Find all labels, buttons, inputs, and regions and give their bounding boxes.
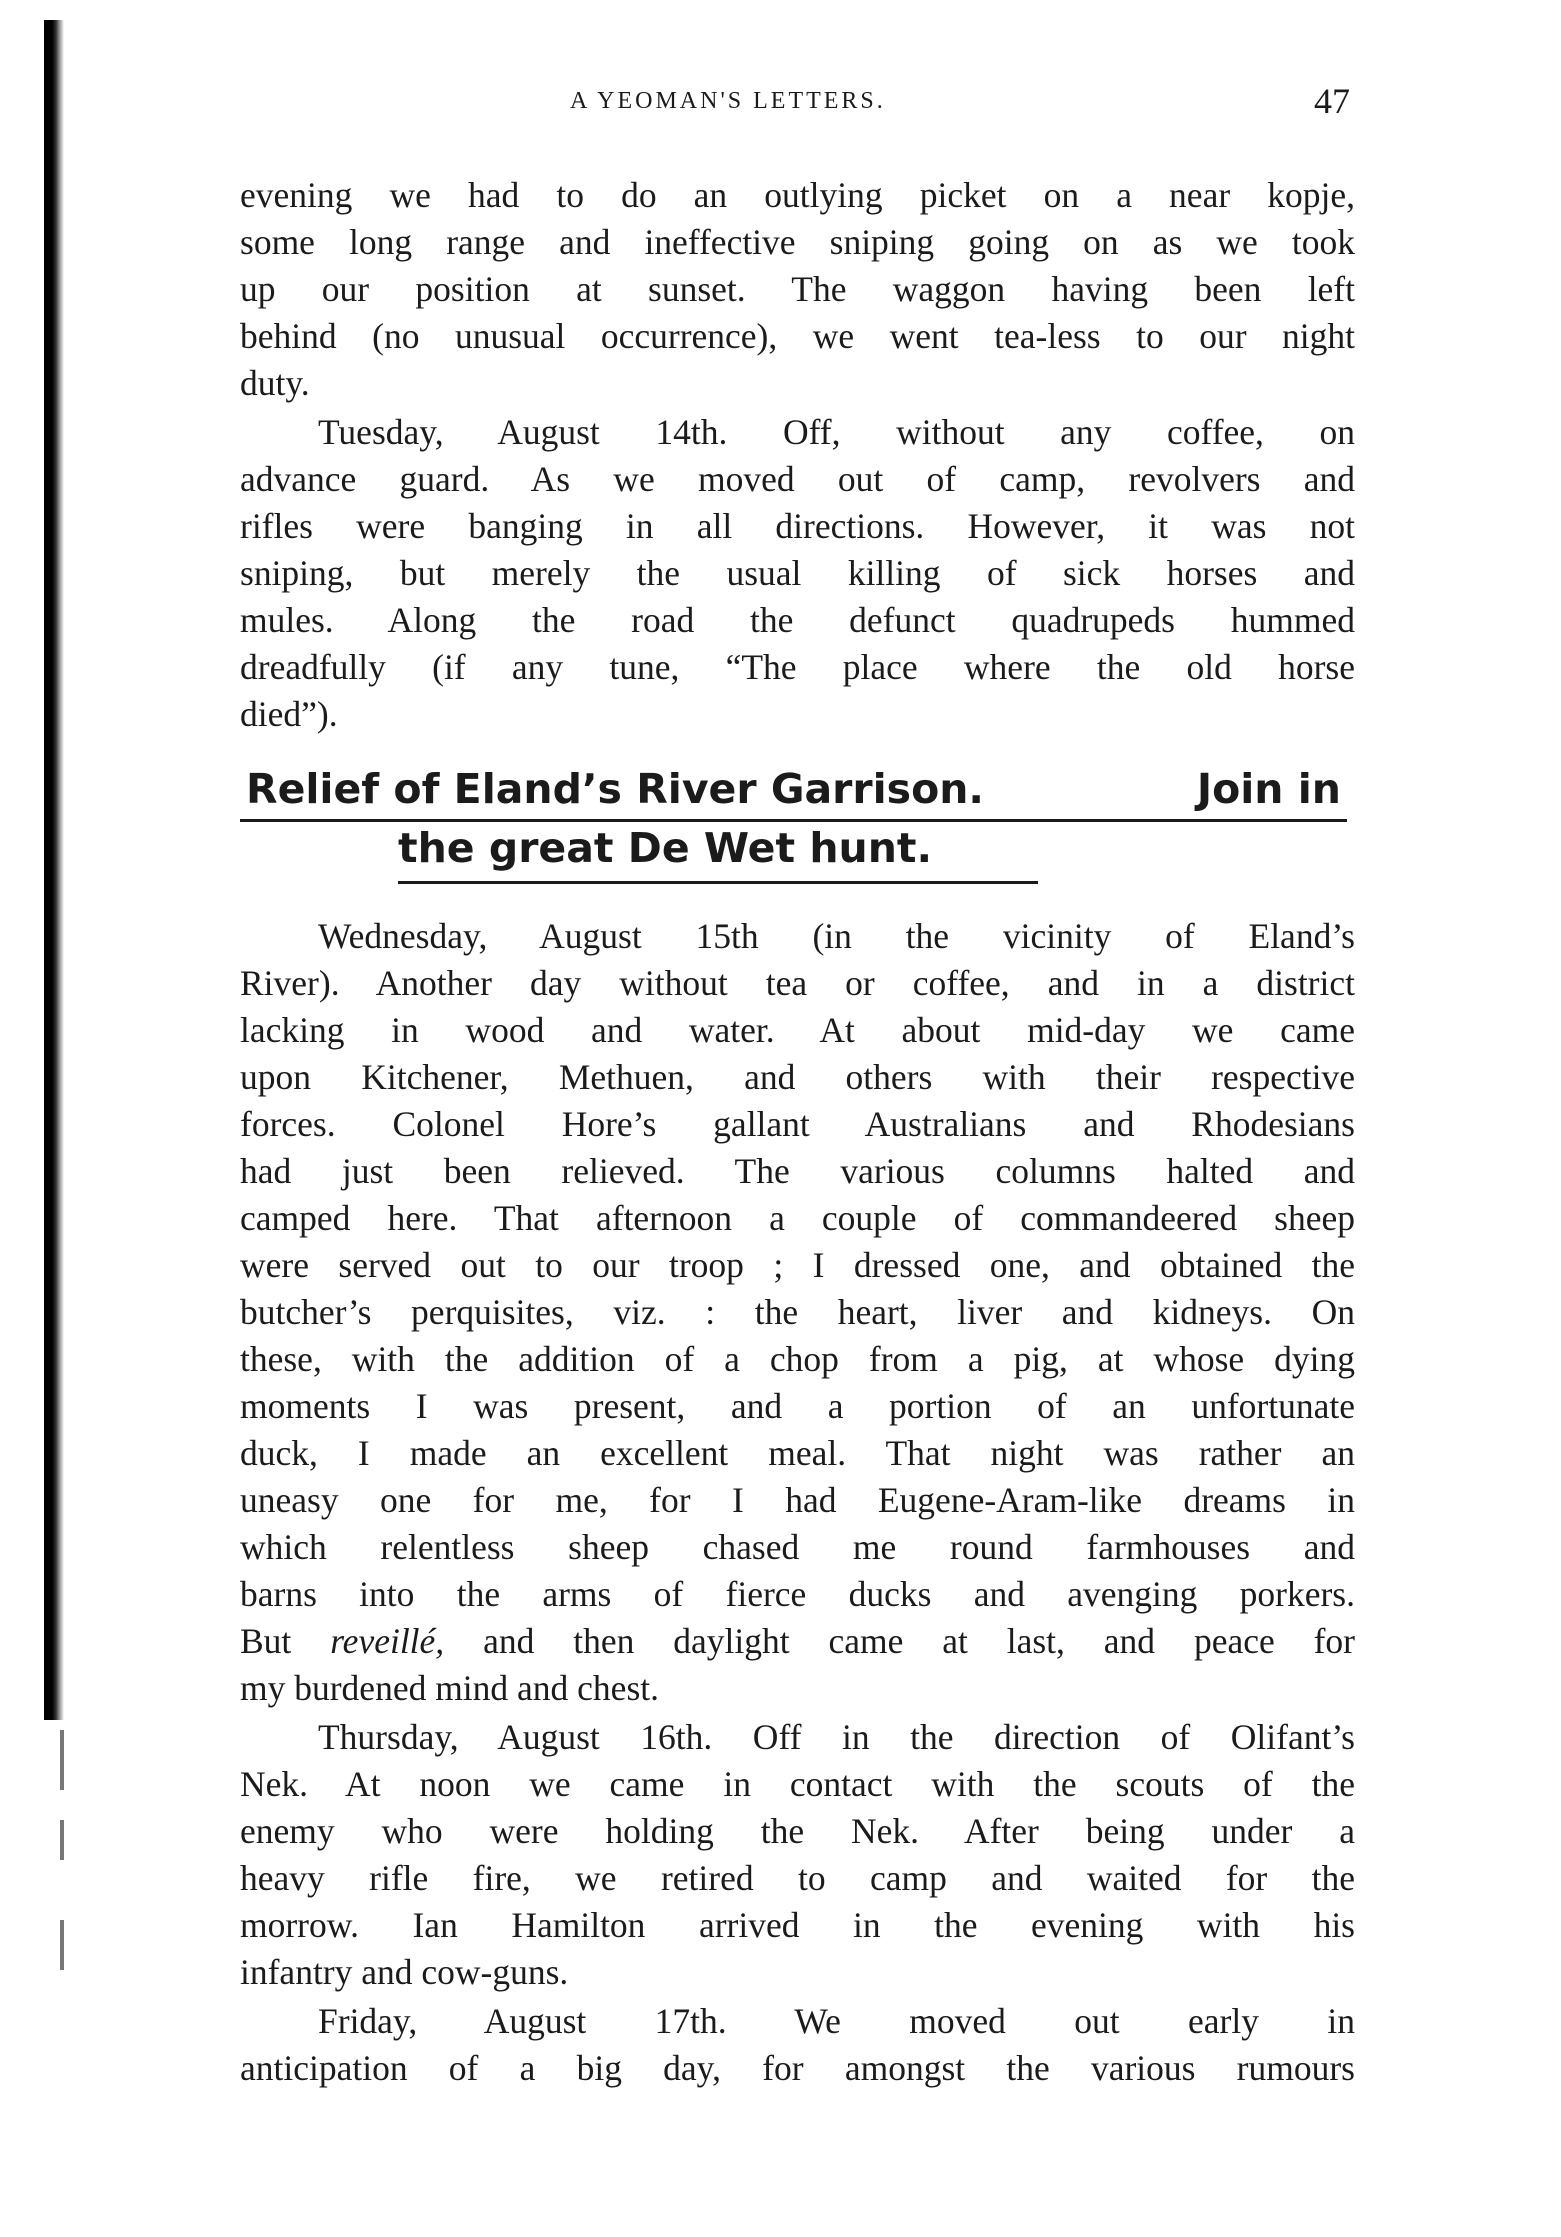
heading-part-2: Join in	[1196, 765, 1341, 813]
text-line: dreadfully (if any tune, “The place where the old horse	[240, 647, 1355, 687]
text-line: which relentless sheep chased me round farmhouses and	[240, 1527, 1355, 1567]
text-line: sniping, but merely the usual killing of sick horses and	[240, 553, 1355, 593]
text-line: had just been relieved. The various columns halted and	[240, 1151, 1355, 1191]
bottom-text-block	[240, 913, 1355, 2092]
text-line: some long range and ineffective sniping going on as we took	[240, 222, 1355, 262]
text-line: were served out to our troop ; I dressed one, and obtained the	[240, 1245, 1355, 1285]
text-line: uneasy one for me, for I had Eugene-Aram-like dreams in	[240, 1480, 1355, 1520]
heading-line-1	[240, 765, 1347, 822]
binding-fragment	[60, 1730, 64, 1790]
text-line: upon Kitchener, Methuen, and others with their respective	[240, 1057, 1355, 1097]
text-line: anticipation of a big day, for amongst the various rumours	[240, 2048, 1355, 2088]
top-text-block	[240, 172, 1355, 738]
text-fragment: But	[240, 1621, 331, 1661]
text-line: enemy who were holding the Nek. After being under a	[240, 1811, 1355, 1851]
running-title: A YEOMAN'S LETTERS.	[570, 88, 886, 114]
running-head	[240, 81, 1350, 138]
binding-fragment	[60, 1820, 64, 1860]
text-line: behind (no unusual occurrence), we went tea-less to our night	[240, 316, 1355, 356]
text-line: Friday, August 17th. We moved out early in	[318, 2001, 1355, 2041]
binding-fragment	[60, 1920, 64, 1970]
paragraph	[240, 1714, 1355, 1996]
text-line: moments I was present, and a portion of an unfortunate	[240, 1386, 1355, 1426]
text-line: Nek. At noon we came in contact with the scouts of the	[240, 1764, 1355, 1804]
text-line: my burdened mind and chest.	[240, 1668, 659, 1708]
text-line: River). Another day without tea or coffee, and in a district	[240, 963, 1355, 1003]
paragraph	[240, 1998, 1355, 2092]
text-line: lacking in wood and water. At about mid-day we came	[240, 1010, 1355, 1050]
section-heading	[240, 765, 1355, 884]
text-line: camped here. That afternoon a couple of commandeered sheep	[240, 1198, 1355, 1238]
text-line: infantry and cow-guns.	[240, 1952, 569, 1992]
heading-line-2	[398, 824, 1038, 884]
text-line: advance guard. As we moved out of camp, revolvers and	[240, 459, 1355, 499]
text-line: heavy rifle fire, we retired to camp and waited for the	[240, 1858, 1355, 1898]
text-line: evening we had to do an outlying picket on a near kopje,	[240, 175, 1355, 215]
text-line: butcher’s perquisites, viz. : the heart, liver and kidneys. On	[240, 1292, 1355, 1332]
text-line-italic	[240, 1618, 1355, 1665]
italic-word: reveillé,	[330, 1621, 445, 1661]
paragraph	[240, 913, 1355, 1712]
text-line: Wednesday, August 15th (in the vicinity of Eland’s	[318, 916, 1355, 956]
text-line: forces. Colonel Hore’s gallant Australians and Rhodesians	[240, 1104, 1355, 1144]
heading-part-3: the great De Wet hunt.	[398, 824, 933, 872]
paragraph	[240, 172, 1355, 407]
heading-part-1: Relief of Eland’s River Garrison.	[246, 765, 984, 813]
text-line: rifles were banging in all directions. However, it was not	[240, 506, 1355, 546]
text-line: duty.	[240, 363, 310, 403]
text-line: Tuesday, August 14th. Off, without any coffee, on	[318, 412, 1355, 452]
text-line: duck, I made an excellent meal. That night was rather an	[240, 1433, 1355, 1473]
text-line: up our position at sunset. The waggon having been left	[240, 269, 1355, 309]
text-fragment: and then daylight came at last, and peace for	[444, 1621, 1355, 1661]
text-line: these, with the addition of a chop from a pig, at whose dying	[240, 1339, 1355, 1379]
text-line: barns into the arms of fierce ducks and avenging porkers.	[240, 1574, 1355, 1614]
text-line: died”).	[240, 694, 338, 734]
text-line: morrow. Ian Hamilton arrived in the evening with his	[240, 1905, 1355, 1945]
page-number: 47	[1314, 81, 1350, 121]
paragraph	[240, 409, 1355, 738]
text-line: Thursday, August 16th. Off in the direction of Olifant’s	[318, 1717, 1355, 1757]
book-binding-edge	[44, 20, 64, 1720]
text-line: mules. Along the road the defunct quadrupeds hummed	[240, 600, 1355, 640]
